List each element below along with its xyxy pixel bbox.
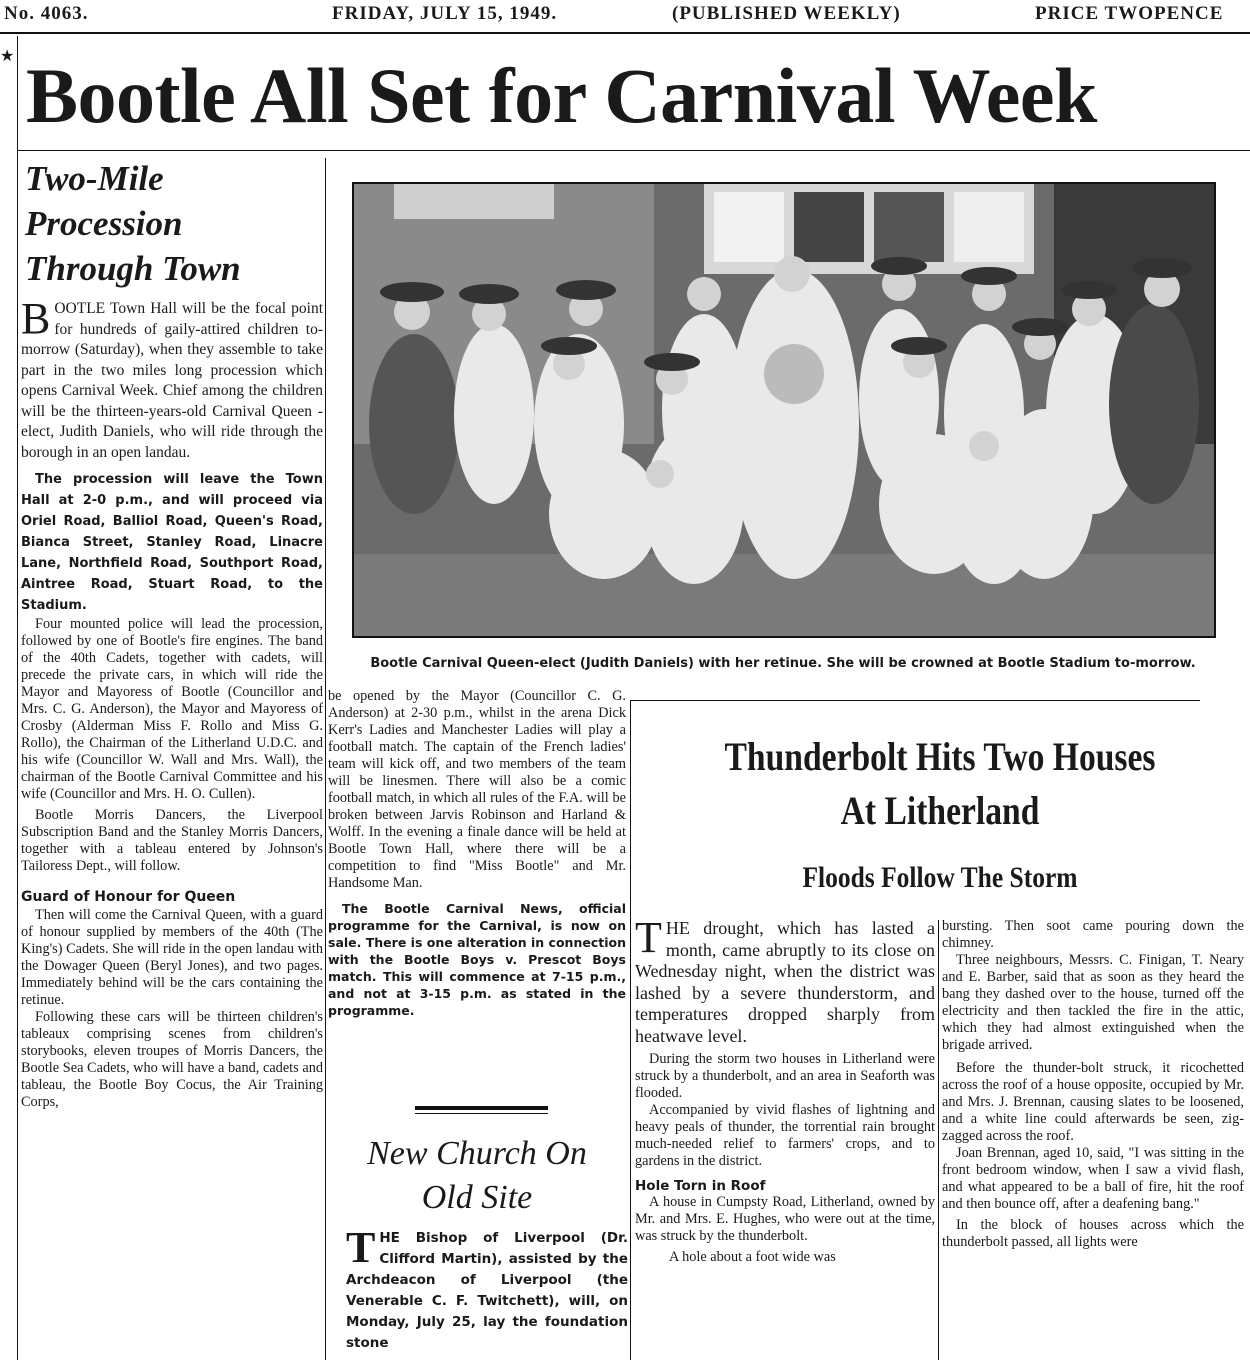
drop-cap: T [635,913,662,962]
headline-rule [18,150,1250,151]
drop-cap: T [346,1223,376,1272]
thunder-lead: THE drought, which has lasted a month, came abruptly to its close on Wednesday night, when the district was lashed by a severe thunderstorm, and temperatures dropped sharply from heatwave level. [635,913,935,1046]
double-rule [415,1106,548,1110]
procession-para: Following these cars will be thirteen children's tableaux comprising scenes from children's storybooks, eleven troupes of Morris Dancers, the Bootle Sea Cadets, who will have a band, cadets and tableau, the Bootle Boy Cocus, the Air Training Corps, [21,1009,323,1110]
thunder-para: In the block of houses across which the thunderbolt passed, all lights were [942,1217,1244,1250]
procession-para: Bootle Morris Dancers, the Liverpool Subscription Band and the Stanley Morris Dancers, together with a tableau entered by Johnson's Tailoress Dept., will follow. [21,807,323,874]
procession-lead: BOOTLE Town Hall will be the focal point for hundreds of gaily-attired children to-morrow (Saturday), when they assemble to take part in the two miles long procession which opens Carnival Week. Chief among the children will be the thirteen-years-old Carnival Queen - elect, Judith Daniels, who will ride through the borough in an open landau. [21,294,323,461]
column-rule-2 [630,700,631,1360]
issue-number: No. 4063. [4,3,89,24]
price: PRICE TWOPENCE [1035,3,1224,24]
photo-caption: Bootle Carnival Queen-elect (Judith Daniels) with her retinue. She will be crowned at Bootle Stadium to-morrow. [370,656,1196,671]
subheading: Hole Torn in Roof [635,1178,766,1194]
column-rule-3 [938,920,939,1360]
procession-route: The procession will leave the Town Hall at 2-0 p.m., and will proceed via Oriel Road, Balliol Road, Queen's Road, Bianca Street, Stanley Road, Linacre Lane, Northfield Road, Southport Road, Aintree Road, Stuart Road, to the Stadium. [21,472,323,613]
publication-frequency: (PUBLISHED WEEKLY) [672,3,901,24]
church-story [326,1132,628,1354]
procession-para: Then will come the Carnival Queen, with a guard of honour supplied by members of the 40th (The King's) Cadets. She will ride in the open landau with the Dowager Queen (Beryl Jones), and two pages. Immediately behind will be the cars containing the retinue. [21,907,323,1008]
drop-cap: B [21,294,51,343]
thunder-subheading: Floods Follow The Storm [802,861,1078,894]
continued-story [328,688,626,1019]
page-left-rule [17,36,18,1360]
carnival-photo [352,182,1216,638]
thunder-para: A house in Cumpsty Road, Litherland, owned by Mr. and Mrs. E. Hughes, who were out at the time, was struck by the thunderbolt. [635,1194,935,1244]
thunder-para: bursting. Then soot came pouring down the chimney. [942,918,1244,951]
masthead-rule [0,32,1250,34]
double-rule [415,1113,548,1114]
procession-para: Four mounted police will lead the procession, followed by one of Bootle's fire engines. The band of the 40th Cadets, together with cadets, will precede the private cars, in which will ride the Mayor and Mayoress of Bootle (Councillor and Mrs. C. G. Anderson), the Mayor and Mayoress of Crosby (Alderman Miss F. Rollo and Miss G. Rollo), the Chairman of the Litherland U.D.C. and his wife (Councillor W. Wall and Mrs. Wall), the chairman of the Bootle Carnival Committee and his wife (Councillor and Mrs. H. O. Cullen). [21,616,323,802]
thunder-para: During the storm two houses in Litherland were struck by a thunderbolt, and an area in Seaforth was flooded. [635,1051,935,1101]
carnival-news-notice: The Bootle Carnival News, official programme for the Carnival, is now on sale. There is one alteration in connection with the Bootle Boys v. Prescot Boys match. This will commence at 7-15 p.m., and not at 3-15 p.m. as stated in the programme. [328,901,626,1018]
thunder-para: Accompanied by vivid flashes of lightning and heavy peals of thunder, the torrential rain brought much-needed relief to farmers' crops, and to gardens in the district. [635,1102,935,1169]
thunder-para: Three neighbours, Messrs. C. Finigan, T. Neary and E. Barber, said that as soon as they heard the bang they dashed over to the house, turned off the electricity and then tackled the fire in the attic, which they had almost extinguished when the brigade arrived. [942,952,1244,1053]
procession-story [21,156,323,1111]
issue-date: FRIDAY, JULY 15, 1949. [332,3,558,24]
main-headline: Bootle All Set for Carnival Week [26,52,1097,139]
church-lead: THE Bishop of Liverpool (Dr. Clifford Martin), assisted by the Archdeacon of Liverpool (the Venerable C. F. Twitchett), will, on Monday, July 25, lay the foundation stone [346,1223,628,1351]
thunder-column-2 [942,918,1244,1251]
procession-heading: Two-Mile Procession Through Town [25,159,241,288]
church-heading: New Church On Old Site [367,1135,587,1216]
thunder-para: Before the thunder-bolt struck, it ricochetted across the roof of a house opposite, occupied by Mr. and Mrs. J. Brennan, causing slates to be loosened, and a white line could afterwards be seen, zig-zagged across the roof. [942,1060,1244,1144]
continued-text: be opened by the Mayor (Councillor C. G. Anderson) at 2-30 p.m., whilst in the arena Dick Kerr's Ladies and Manchester Ladies will play a football match. The captain of the French ladies' team will kick off, and two members of the team will be linesmen. There will also be a comic football match, in which all rules of the F.A. will be broken between Jarvis Robinson and Harland & Wolff. In the evening a finale dance will be held at Bootle Town Hall, where there will be a competition to find "Miss Bootle" and Mr. Handsome Man. [328,688,626,891]
caption-rule [630,700,1200,701]
thunder-headline: Thunderbolt Hits Two Houses At Litherland [724,734,1156,833]
star-icon: ★ [0,46,15,65]
thunder-para: A hole about a foot wide was [669,1249,836,1265]
photo-image [354,184,1214,636]
thunder-column-1 [635,913,935,1266]
subheading: Guard of Honour for Queen [21,889,236,905]
thunder-para: Joan Brennan, aged 10, said, "I was sitting in the front bedroom window, when I saw a vivid flash, and what appeared to be a ball of fire, hit the roof and then bounce off, after a deafening bang." [942,1145,1244,1212]
